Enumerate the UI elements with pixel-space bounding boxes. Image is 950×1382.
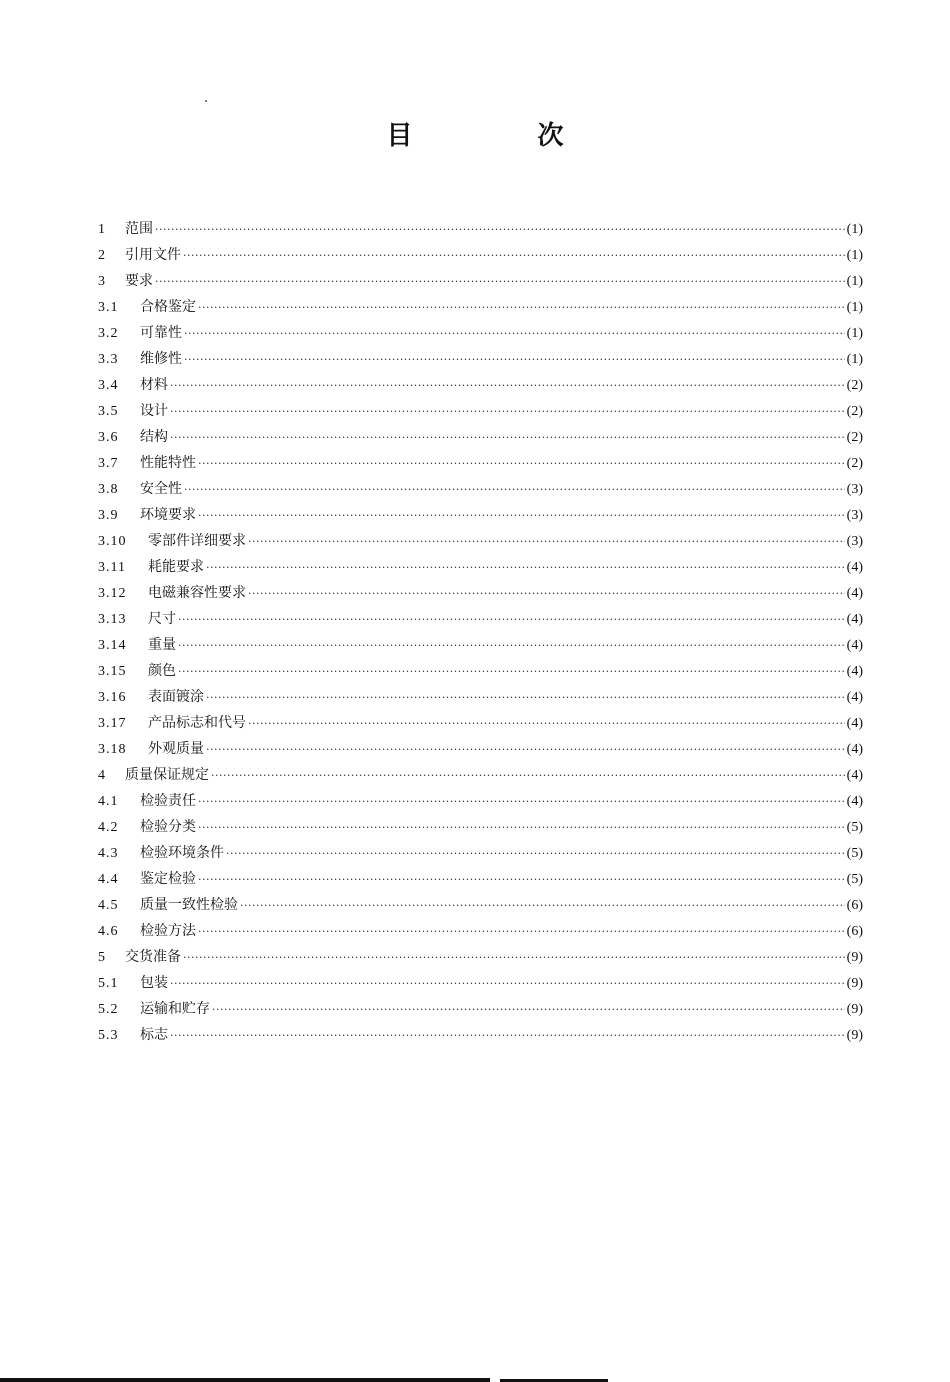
toc-entry-number: 5.2 [98,1002,119,1017]
toc-entry-page: (3) [846,508,863,523]
toc-leader-dots [198,867,845,893]
toc-leader-dots [240,893,845,919]
toc-entry-title: 可靠性 [140,325,182,341]
toc-entry[interactable] [98,918,863,944]
toc-entry[interactable] [98,710,863,736]
toc-leader-dots [178,659,845,685]
toc-entry-title: 质量一致性检验 [140,897,238,913]
toc-entry-page: (1) [846,248,863,263]
toc-leader-dots [211,763,845,789]
toc-entry-page: (4) [846,690,863,705]
toc-entry-title: 合格鉴定 [140,299,196,315]
toc-entry-number: 4 [98,768,106,783]
toc-entry-number: 3.10 [98,534,127,549]
toc-entry-number: 4.2 [98,820,119,835]
table-of-contents [98,216,863,1048]
toc-entry-number: 3.16 [98,690,127,705]
toc-entry-title: 零部件详细要求 [148,533,246,549]
toc-entry[interactable] [98,840,863,866]
toc-entry-number: 4.6 [98,924,119,939]
toc-entry-number: 3.18 [98,742,127,757]
toc-entry[interactable] [98,320,863,346]
toc-entry-title: 颜色 [148,663,176,679]
toc-entry-title: 包装 [140,975,168,991]
toc-entry-page: (2) [846,430,863,445]
toc-entry-page: (4) [846,742,863,757]
toc-entry-title: 要求 [125,273,153,289]
toc-entry-title: 电磁兼容性要求 [148,585,246,601]
toc-entry-number: 3.8 [98,482,119,497]
toc-entry[interactable] [98,268,863,294]
toc-entry[interactable] [98,528,863,554]
toc-entry-page: (5) [846,820,863,835]
toc-entry-title: 引用文件 [125,247,181,263]
toc-entry-page: (2) [846,404,863,419]
toc-entry-number: 4.4 [98,872,119,887]
toc-leader-dots [170,399,845,425]
toc-entry-title: 质量保证规定 [125,767,209,783]
toc-leader-dots [155,217,845,243]
toc-entry[interactable] [98,658,863,684]
bottom-rule [0,1378,490,1382]
toc-entry[interactable] [98,476,863,502]
toc-entry-page: (4) [846,612,863,627]
toc-leader-dots [198,815,845,841]
toc-entry-number: 5 [98,950,106,965]
toc-entry-page: (1) [846,300,863,315]
toc-entry[interactable] [98,502,863,528]
toc-leader-dots [184,321,845,347]
toc-entry-title: 检验分类 [140,819,196,835]
scan-speck [205,100,207,102]
toc-leader-dots [170,1023,845,1049]
toc-entry-number: 2 [98,248,106,263]
toc-leader-dots [248,711,845,737]
toc-entry[interactable] [98,996,863,1022]
toc-entry-page: (4) [846,638,863,653]
toc-leader-dots [170,425,845,451]
toc-entry[interactable] [98,242,863,268]
toc-entry-title: 运输和贮存 [140,1001,210,1017]
toc-leader-dots [206,737,845,763]
toc-leader-dots [198,919,845,945]
toc-entry-number: 3.1 [98,300,119,315]
toc-entry[interactable] [98,450,863,476]
toc-leader-dots [170,373,845,399]
toc-entry-title: 安全性 [140,481,182,497]
toc-entry-title: 标志 [140,1027,168,1043]
toc-entry-number: 3.2 [98,326,119,341]
toc-entry-number: 3.14 [98,638,127,653]
toc-entry-number: 4.5 [98,898,119,913]
toc-entry-title: 材料 [140,377,168,393]
toc-entry-title: 维修性 [140,351,182,367]
toc-entry[interactable] [98,970,863,996]
toc-entry-number: 4.1 [98,794,119,809]
toc-leader-dots [248,581,845,607]
toc-entry-number: 4.3 [98,846,119,861]
toc-entry-page: (1) [846,326,863,341]
toc-entry-number: 3.5 [98,404,119,419]
toc-entry-page: (2) [846,456,863,471]
toc-entry-title: 产品标志和代号 [148,715,246,731]
toc-entry-number: 3.17 [98,716,127,731]
toc-leader-dots [198,295,845,321]
toc-entry-title: 检验方法 [140,923,196,939]
toc-entry-title: 环境要求 [140,507,196,523]
toc-entry-page: (6) [846,898,863,913]
toc-entry-page: (4) [846,716,863,731]
toc-leader-dots [184,477,845,503]
toc-entry[interactable] [98,944,863,970]
toc-entry-page: (4) [846,560,863,575]
toc-entry[interactable] [98,1022,863,1048]
toc-entry[interactable] [98,294,863,320]
toc-entry-title: 鉴定检验 [140,871,196,887]
toc-entry[interactable] [98,554,863,580]
toc-leader-dots [226,841,845,867]
toc-leader-dots [206,685,845,711]
toc-entry-number: 3.9 [98,508,119,523]
toc-leader-dots [170,971,845,997]
toc-entry-page: (5) [846,872,863,887]
toc-entry[interactable] [98,762,863,788]
toc-entry-number: 1 [98,222,106,237]
toc-leader-dots [198,451,845,477]
toc-entry-page: (9) [846,950,863,965]
toc-entry[interactable] [98,216,863,242]
toc-entry[interactable] [98,866,863,892]
toc-leader-dots [198,789,845,815]
toc-entry[interactable] [98,606,863,632]
toc-entry-number: 3.11 [98,560,126,575]
toc-entry-page: (5) [846,846,863,861]
toc-entry-number: 5.1 [98,976,119,991]
toc-entry-number: 3.13 [98,612,127,627]
toc-entry[interactable] [98,892,863,918]
toc-leader-dots [212,997,845,1023]
toc-entry-page: (4) [846,768,863,783]
toc-entry-title: 结构 [140,429,168,445]
toc-entry-page: (1) [846,222,863,237]
toc-entry-title: 重量 [148,637,176,653]
toc-entry-page: (1) [846,274,863,289]
toc-entry-page: (3) [846,482,863,497]
toc-entry[interactable] [98,580,863,606]
toc-entry-title: 交货准备 [125,949,181,965]
toc-entry-page: (9) [846,976,863,991]
toc-leader-dots [198,503,845,529]
toc-entry[interactable] [98,736,863,762]
toc-entry-title: 表面镀涂 [148,689,204,705]
toc-entry-title: 范围 [125,221,153,237]
toc-entry-page: (1) [846,352,863,367]
toc-entry-number: 3.12 [98,586,127,601]
toc-entry[interactable] [98,398,863,424]
toc-entry-number: 3 [98,274,106,289]
toc-entry[interactable] [98,632,863,658]
toc-entry-page: (6) [846,924,863,939]
toc-entry[interactable] [98,684,863,710]
toc-entry-page: (3) [846,534,863,549]
toc-entry[interactable] [98,372,863,398]
toc-entry-page: (4) [846,586,863,601]
toc-entry-title: 设计 [140,403,168,419]
toc-entry-page: (9) [846,1028,863,1043]
toc-entry-page: (9) [846,1002,863,1017]
toc-entry-number: 3.4 [98,378,119,393]
toc-entry[interactable] [98,814,863,840]
toc-entry-number: 5.3 [98,1028,119,1043]
toc-entry-title: 耗能要求 [148,559,204,575]
toc-leader-dots [184,347,845,373]
toc-entry-title: 尺寸 [148,611,176,627]
toc-entry[interactable] [98,424,863,450]
toc-entry-number: 3.6 [98,430,119,445]
toc-entry-page: (2) [846,378,863,393]
toc-leader-dots [178,607,845,633]
toc-entry-number: 3.7 [98,456,119,471]
toc-leader-dots [206,555,845,581]
toc-entry-number: 3.3 [98,352,119,367]
toc-entry-page: (4) [846,794,863,809]
page-title: 目 次 [386,121,622,152]
toc-leader-dots [155,269,845,295]
toc-entry-title: 检验责任 [140,793,196,809]
toc-leader-dots [183,945,845,971]
toc-entry[interactable] [98,788,863,814]
toc-entry-title: 外观质量 [148,741,204,757]
toc-leader-dots [248,529,845,555]
toc-entry-page: (4) [846,664,863,679]
toc-entry-number: 3.15 [98,664,127,679]
toc-entry-title: 检验环境条件 [140,845,224,861]
toc-entry-title: 性能特性 [140,455,196,471]
toc-leader-dots [183,243,845,269]
toc-entry[interactable] [98,346,863,372]
toc-leader-dots [178,633,845,659]
